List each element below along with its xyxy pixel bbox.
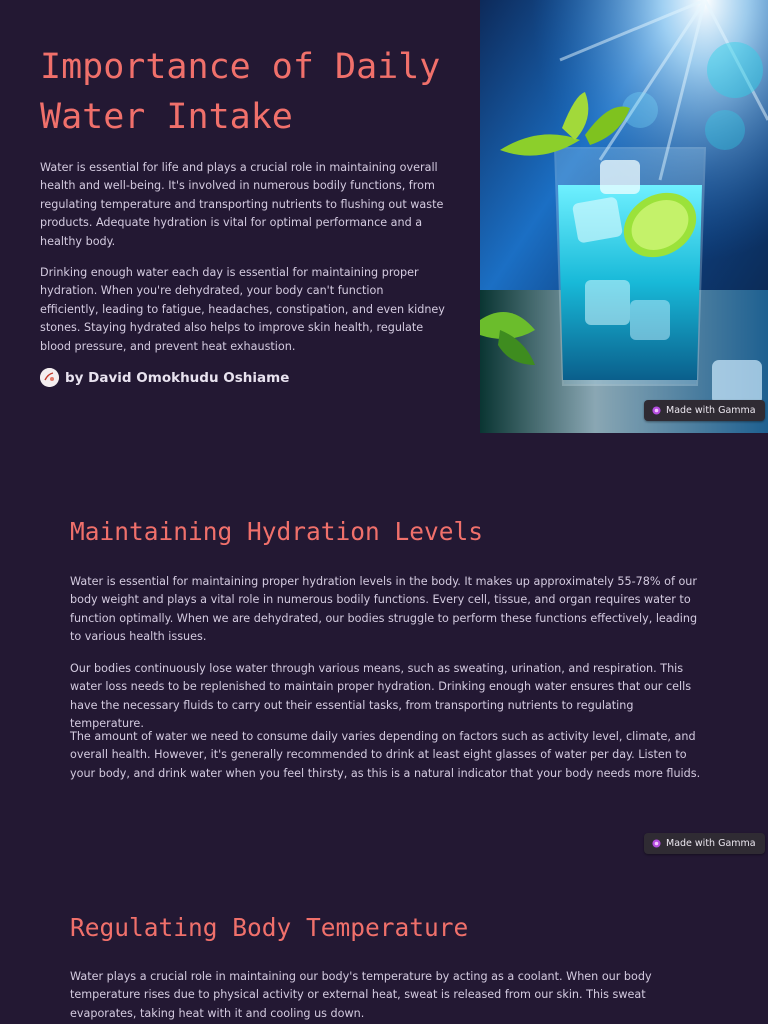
page-title: Importance of Daily Water Intake bbox=[40, 47, 441, 137]
author-name: by David Omokhudu Oshiame bbox=[65, 369, 290, 386]
section-paragraph: Water is essential for maintaining proper hydration levels in the body. It makes up approximately 55-78% of our body weight and plays a vital role in numerous bodily functions. Every cell, tissue, and organ requires water to function optimally. When we are dehydrated, our bodies struggle to perform these functions effectively, leading to various health issues. bbox=[70, 575, 698, 644]
made-with-gamma-badge[interactable] bbox=[644, 833, 765, 854]
section-title: Maintaining Hydration Levels bbox=[70, 517, 484, 546]
badge-label: Made with Gamma bbox=[666, 838, 756, 849]
badge-label: Made with Gamma bbox=[666, 405, 756, 416]
gamma-logo-icon bbox=[652, 839, 661, 848]
water-glass-image bbox=[480, 0, 768, 433]
hero-paragraph: Drinking enough water each day is essential for maintaining proper hydration. When you're dehydrated, your body can't function efficiently, leading to fatigue, headaches, constipation, and even kidney stones. Staying hydrated also helps to improve skin health, regulate blood pressure, and prevent heat exhaustion. bbox=[40, 266, 445, 353]
section-title: Regulating Body Temperature bbox=[70, 913, 469, 942]
made-with-gamma-badge[interactable] bbox=[644, 400, 765, 421]
section-paragraph: The amount of water we need to consume daily varies depending on factors such as activity level, climate, and overall health. However, it's generally recommended to drink at least eight glasses of water per day. Listen to your body, and drink water when you feel thirsty, as this is a natural indicator that your body needs more fluids. bbox=[70, 730, 701, 780]
section-paragraph: Water plays a crucial role in maintaining our body's temperature by acting as a coolant. When our body temperature rises due to physical activity or external heat, sweat is released from our skin. This sweat evaporates, taking heat with it and cooling us down. bbox=[70, 970, 652, 1020]
avatar bbox=[40, 368, 59, 387]
author-byline bbox=[40, 368, 289, 387]
hero-paragraph: Water is essential for life and plays a crucial role in maintaining overall health and well-being. It's involved in numerous bodily functions, from regulating temperature and transporting nutrients to flushing out waste products. Adequate hydration is vital for optimal performance and a healthy body. bbox=[40, 161, 444, 248]
hero-card bbox=[0, 0, 768, 434]
section-paragraph: Our bodies continuously lose water through various means, such as sweating, urination, and respiration. This water loss needs to be replenished to maintain proper hydration. Drinking enough water ensures that our cells have the necessary fluids to carry out their essential tasks, from transporting nutrients to regulating temperature. bbox=[70, 662, 692, 731]
gamma-logo-icon bbox=[652, 406, 661, 415]
